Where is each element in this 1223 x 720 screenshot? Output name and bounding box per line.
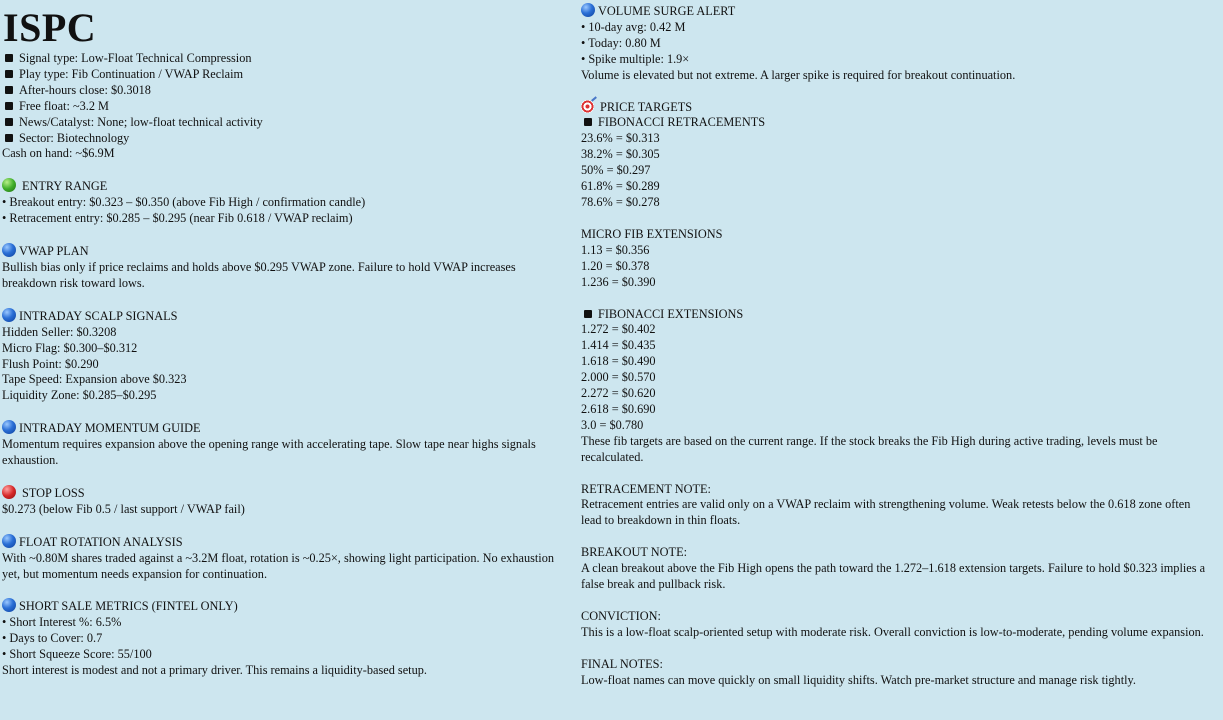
- ticker-title: ISPC: [3, 5, 97, 50]
- stop-loss-text: $0.273 (below Fib 0.5 / last support / VWAP fail): [2, 501, 245, 516]
- direct-hit-icon: [581, 100, 594, 113]
- momentum-text: Momentum requires expansion above the opening range with accelerating tape. Slow tape near highs signals exhaustion.: [2, 437, 539, 468]
- fib-retracement-item: 50% = $0.297: [581, 163, 651, 178]
- blue-circle-icon: [2, 308, 16, 322]
- final-notes-heading: FINAL NOTES:: [581, 656, 663, 671]
- volume-today: • Today: 0.80 M: [581, 35, 661, 50]
- black-square-icon: [5, 86, 13, 94]
- micro-fib-heading: MICRO FIB EXTENSIONS: [581, 226, 723, 241]
- squeeze-score: • Short Squeeze Score: 55/100: [2, 647, 152, 662]
- fib-extension-item: 2.272 = $0.620: [581, 386, 656, 401]
- summary-item-play: Play type: Fib Continuation / VWAP Reclaim: [2, 67, 572, 83]
- summary-item-ah-close: After-hours close: $0.3018: [2, 83, 572, 99]
- momentum-heading: INTRADAY MOMENTUM GUIDE: [2, 420, 572, 437]
- conviction-heading: CONVICTION:: [581, 609, 661, 623]
- fib-retracement-item: 38.2% = $0.305: [581, 147, 660, 162]
- fib-targets-note: These fib targets are based on the current range. If the stock breaks the Fib High during active trading, levels must be recalculated.: [581, 433, 1161, 464]
- breakout-note-heading: BREAKOUT NOTE:: [581, 545, 688, 560]
- fib-retracement-item: 61.8% = $0.289: [581, 179, 660, 194]
- scalp-hidden-seller: Hidden Seller: $0.3208: [2, 324, 117, 339]
- cash-on-hand: Cash on hand: ~$6.9M: [2, 146, 115, 161]
- green-circle-icon: [2, 178, 16, 192]
- black-square-icon: [584, 118, 592, 126]
- fib-extension-item: 1.272 = $0.402: [581, 322, 656, 337]
- black-square-icon: [5, 70, 13, 78]
- fib-extension-item: 1.414 = $0.435: [581, 338, 656, 353]
- micro-fib-item: 1.13 = $0.356: [581, 242, 650, 257]
- left-column: [2, 0, 572, 679]
- fib-extension-item: 3.0 = $0.780: [581, 417, 644, 432]
- red-circle-icon: [2, 485, 16, 499]
- entry-retracement: • Retracement entry: $0.285 – $0.295 (near Fib 0.618 / VWAP reclaim): [2, 211, 353, 226]
- entry-range-heading: ENTRY RANGE: [2, 178, 572, 195]
- volume-avg: • 10-day avg: 0.42 M: [581, 19, 686, 34]
- blue-circle-icon: [2, 534, 16, 548]
- volume-text: Volume is elevated but not extreme. A larger spike is required for breakout continuation.: [581, 67, 1016, 82]
- entry-breakout: • Breakout entry: $0.323 – $0.350 (above Fib High / confirmation candle): [2, 195, 366, 210]
- volume-spike: • Spike multiple: 1.9×: [581, 51, 690, 66]
- micro-fib-item: 1.20 = $0.378: [581, 258, 650, 273]
- fib-extension-item: 1.618 = $0.490: [581, 354, 656, 369]
- scalp-signals-heading: INTRADAY SCALP SIGNALS: [2, 308, 572, 325]
- float-rotation-heading: FLOAT ROTATION ANALYSIS: [2, 534, 572, 551]
- black-square-icon: [5, 102, 13, 110]
- days-to-cover: • Days to Cover: 0.7: [2, 631, 103, 646]
- blue-circle-icon: [2, 598, 16, 612]
- fib-extension-item: 2.618 = $0.690: [581, 401, 656, 416]
- black-square-icon: [5, 118, 13, 126]
- summary-item-signal: Signal type: Low-Float Technical Compression: [2, 51, 572, 67]
- black-square-icon: [584, 310, 592, 318]
- right-column: [581, 0, 1213, 689]
- float-rotation-text: With ~0.80M shares traded against a ~3.2M float, rotation is ~0.25×, showing light participation. No exhaustion yet, but momentum needs expansion for continuation.: [2, 550, 558, 581]
- conviction-text: This is a low-float scalp-oriented setup with moderate risk. Overall conviction is low-to-moderate, pending volume expansion.: [581, 624, 1204, 639]
- short-interest: • Short Interest %: 6.5%: [2, 615, 122, 630]
- fib-retracement-item: 23.6% = $0.313: [581, 131, 660, 146]
- fib-retracement-item: 78.6% = $0.278: [581, 194, 660, 209]
- retracement-note-text: Retracement entries are valid only on a VWAP reclaim with strengthening volume. Weak retests below the 0.618 zone often lead to breakdown in thin floats.: [581, 497, 1194, 528]
- blue-circle-icon: [581, 3, 595, 17]
- scalp-micro-flag: Micro Flag: $0.300–$0.312: [2, 340, 138, 355]
- short-sale-text: Short interest is modest and not a primary driver. This remains a liquidity-based setup.: [2, 663, 427, 678]
- fib-retracements-heading: FIBONACCI RETRACEMENTS: [581, 115, 1213, 131]
- summary-item-sector: Sector: Biotechnology: [2, 131, 572, 147]
- scalp-flush-point: Flush Point: $0.290: [2, 356, 99, 371]
- black-square-icon: [5, 54, 13, 62]
- fib-extension-item: 2.000 = $0.570: [581, 370, 656, 385]
- price-targets-heading: PRICE TARGETS: [581, 100, 1213, 116]
- volume-heading: VOLUME SURGE ALERT: [581, 3, 1213, 20]
- final-notes-text: Low-float names can move quickly on small liquidity shifts. Watch pre-market structure and manage risk tightly.: [581, 672, 1136, 687]
- vwap-plan-text: Bullish bias only if price reclaims and holds above $0.295 VWAP zone. Failure to hold VWAP increases breakdown risk toward lows.: [2, 259, 519, 290]
- vwap-plan-heading: VWAP PLAN: [2, 243, 572, 260]
- blue-circle-icon: [2, 243, 16, 257]
- breakout-note-text: A clean breakout above the Fib High opens the path toward the 1.272–1.618 extension targets. Failure to hold $0.323 implies a false break and pullback risk.: [581, 561, 1209, 592]
- fib-extensions-heading: FIBONACCI EXTENSIONS: [581, 307, 1213, 323]
- summary-item-news: News/Catalyst: None; low-float technical activity: [2, 115, 572, 131]
- retracement-note-heading: RETRACEMENT NOTE:: [581, 481, 711, 496]
- micro-fib-item: 1.236 = $0.390: [581, 274, 656, 289]
- summary-item-float: Free float: ~3.2 M: [2, 99, 572, 115]
- scalp-tape-speed: Tape Speed: Expansion above $0.323: [2, 372, 187, 387]
- short-sale-heading: SHORT SALE METRICS (FINTEL ONLY): [2, 598, 572, 615]
- blue-circle-icon: [2, 420, 16, 434]
- black-square-icon: [5, 134, 13, 142]
- stop-loss-heading: STOP LOSS: [2, 485, 572, 502]
- scalp-liquidity-zone: Liquidity Zone: $0.285–$0.295: [2, 388, 157, 403]
